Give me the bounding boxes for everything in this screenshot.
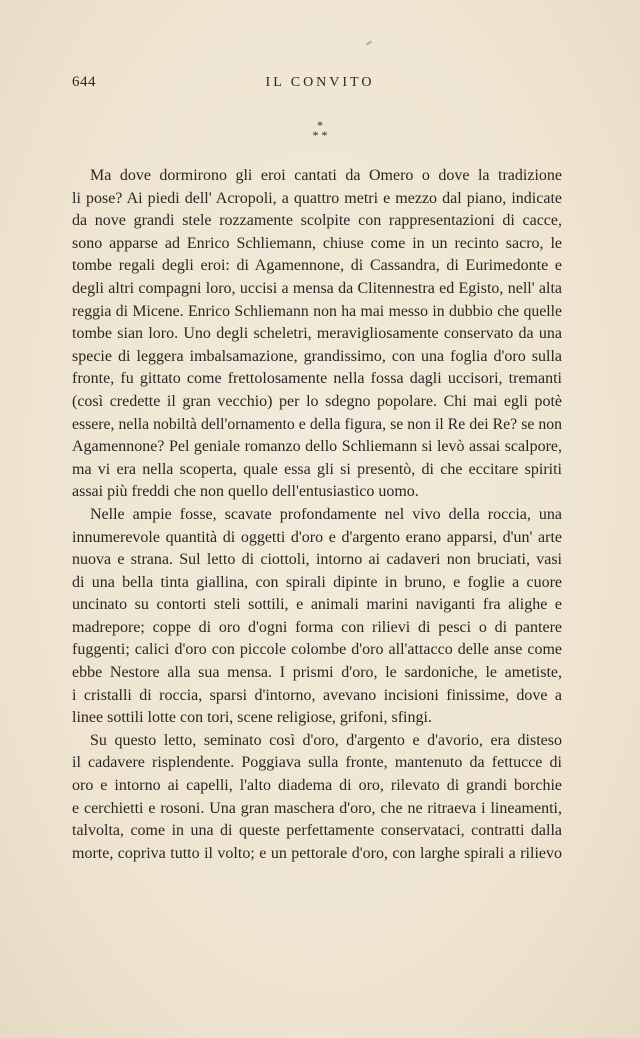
text-line: talvolta, come in una di queste perfettamente conservataci, contratti dalla bbox=[72, 822, 562, 840]
text-line: linee sottili lotte con tori, scene religiose, grifoni, sfingi. bbox=[72, 709, 432, 727]
text-line: uncinato su contorti steli sottili, e animali marini naviganti fra alighe e bbox=[72, 596, 562, 614]
text-line: (così credette il gran vecchio) per lo sdegno popolare. Chi mai egli potè bbox=[72, 392, 562, 410]
stray-mark bbox=[366, 40, 372, 45]
text-line: da nove grandi stele rozzamente scolpite con rappresentazioni di cacce, bbox=[72, 212, 562, 230]
body-text bbox=[72, 165, 562, 865]
text-line: nuova e strana. Sul letto di ciottoli, intorno ai cadaveri non bruciati, vasi bbox=[72, 551, 562, 569]
text-line: il cadavere risplendente. Poggiava sulla fronte, mantenuto da fettucce di bbox=[72, 754, 562, 772]
text-line: innumerevole quantità di oggetti d'oro e d'argento erano apparsi, d'un' arte bbox=[72, 528, 562, 546]
text-line: oro e intorno ai capelli, l'alto diadema di oro, rilevato di grandi borchie bbox=[72, 777, 562, 795]
text-line: tombe regali degli eroi: di Agamennone, di Cassandra, di Eurimedonte e bbox=[72, 257, 562, 275]
text-line: i cristalli di roccia, sparsi d'intorno, avevano incisioni finissime, dove a bbox=[72, 686, 562, 704]
text-line: Agamennone? Pel geniale romanzo dello Schliemann si levò assai scalpore, bbox=[72, 438, 562, 456]
text-line: fronte, fu gittato come frettolosamente nella fossa dagli uccisori, tremanti bbox=[72, 370, 562, 388]
text-line: assai più freddi che non quello dell'entusiastico uomo. bbox=[72, 483, 419, 501]
text-line: madrepore; coppe di oro d'ogni forma con rilievi di pesci o di pantere bbox=[72, 618, 562, 636]
page-number: 644 bbox=[72, 74, 96, 90]
text-line: Nelle ampie fosse, scavate profondamente nel vivo della roccia, una bbox=[90, 505, 562, 523]
text-line: li pose? Ai piedi dell' Acropoli, a quattro metri e mezzo dal piano, indicate bbox=[72, 189, 562, 207]
text-line: fuggenti; calici d'oro con piccole colombe d'oro all'attacco delle anse come bbox=[72, 641, 562, 659]
asterism-bottom: * * bbox=[312, 128, 328, 142]
section-break-asterism bbox=[0, 120, 640, 140]
text-line: di una bella tinta giallina, con spirali dipinte in bruno, e foglie a cuore bbox=[72, 573, 562, 591]
text-line: reggia di Micene. Enrico Schliemann non ha mai messo in dubbio che quelle bbox=[72, 302, 562, 320]
text-line: Su questo letto, seminato così d'oro, d'argento e d'avorio, era disteso bbox=[90, 731, 562, 749]
text-line: Ma dove dormirono gli eroi cantati da Omero o dove la tradizione bbox=[90, 167, 562, 184]
running-title: IL CONVITO bbox=[265, 75, 375, 90]
text-line: essere, nella nobiltà dell'ornamento e della figura, se non il Re dei Re? se non bbox=[72, 415, 562, 433]
text-line: sono apparse ad Enrico Schliemann, chiuse come in un recinto sacro, le bbox=[72, 234, 562, 252]
text-line: ebbe Nestore alla sua mensa. I prismi d'oro, le sardoniche, le ametiste, bbox=[72, 664, 562, 682]
text-line: specie di leggera imbalsamazione, grandissimo, con una foglia d'oro sulla bbox=[72, 347, 562, 365]
text-line: tombe sian loro. Uno degli scheletri, meravigliosamente conservato da una bbox=[72, 325, 562, 343]
text-line: e cerchietti e rosoni. Una gran maschera d'oro, che ne ritraeva i lineamenti, bbox=[72, 799, 562, 817]
text-line: morte, copriva tutto il volto; e un pettorale d'oro, con larghe spirali a rilievo bbox=[72, 844, 562, 862]
text-line: ma vi era nella scoperta, quale essa gli si presentò, di che eccitare spiriti bbox=[72, 460, 562, 478]
asterism-top: * bbox=[317, 118, 323, 132]
text-line: degli altri compagni loro, uccisi a mensa da Clitennestra ed Egisto, nell' alta bbox=[72, 279, 562, 297]
